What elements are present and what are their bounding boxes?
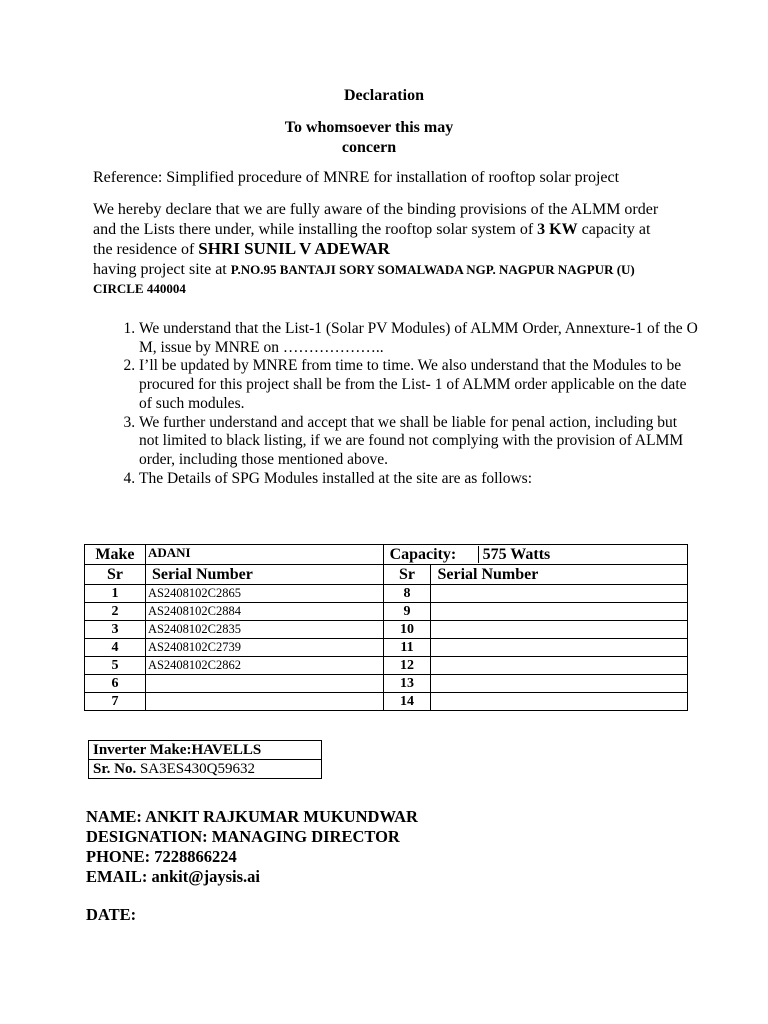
modules-table xyxy=(84,544,688,711)
make-value: ADANI xyxy=(145,545,383,565)
system-capacity: 3 KW xyxy=(537,220,578,238)
intro-text-1: We hereby declare that we are fully aware of the binding provisions of the ALMM order and the Lists there under, while installing the rooftop solar system of xyxy=(93,201,659,238)
intro-paragraph xyxy=(93,200,668,299)
row-sr: 3 xyxy=(85,621,146,639)
intro-text-2: capacity at the residence of xyxy=(93,220,651,258)
contact-block xyxy=(86,807,418,887)
project-address: P.NO.95 BANTAJI SORY SOMALWADA NGP. NAGPUR NAGPUR (U) CIRCLE 440004 xyxy=(93,261,635,296)
row-serial: AS2408102C2865 xyxy=(145,585,383,603)
column-header-row xyxy=(85,565,688,585)
table-row xyxy=(85,585,688,603)
declaration-point: 1. We understand that the List-1 (Solar PV Modules) of ALMM Order, Annexture-1 of the O M, issue by MNRE on ……………….. xyxy=(139,320,699,357)
row-serial xyxy=(431,675,688,693)
row-sr: 5 xyxy=(85,657,146,675)
inverter-serial-row xyxy=(89,760,322,779)
row-sr: 6 xyxy=(85,675,146,693)
inverter-make-row xyxy=(89,741,322,760)
serial-header: Serial Number xyxy=(431,565,688,585)
row-sr: 12 xyxy=(383,657,431,675)
row-serial xyxy=(431,603,688,621)
inverter-make-label: Inverter Make: xyxy=(93,742,192,758)
module-rows xyxy=(85,585,688,711)
subtitle-line-1: To whomsoever this may xyxy=(284,119,454,136)
row-serial xyxy=(145,675,383,693)
capacity-cell xyxy=(383,545,687,565)
declaration-point: 3. We further understand and accept that we shall be liable for penal action, including but not limited to black listing, if we are found not complying with the provision of ALMM order, including those mentioned above. xyxy=(139,414,699,470)
row-sr: 8 xyxy=(383,585,431,603)
table-row xyxy=(85,675,688,693)
row-sr: 1 xyxy=(85,585,146,603)
reference-line: Reference: Simplified procedure of MNRE for installation of rooftop solar project xyxy=(93,169,620,186)
sr-header: Sr xyxy=(383,565,431,585)
serial-header: Serial Number xyxy=(145,565,383,585)
table-row xyxy=(85,603,688,621)
row-serial: AS2408102C2739 xyxy=(145,639,383,657)
contact-designation: DESIGNATION: MANAGING DIRECTOR xyxy=(86,827,400,846)
declaration-point: 2. I’ll be updated by MNRE from time to time. We also understand that the Modules to be procured for this project shall be from the List- 1 of ALMM order applicable on the date of such modules. xyxy=(139,357,699,413)
make-label: Make xyxy=(85,545,146,565)
row-serial: AS2408102C2884 xyxy=(145,603,383,621)
row-serial xyxy=(431,693,688,711)
subtitle-line-2: concern xyxy=(341,139,397,156)
row-sr: 10 xyxy=(383,621,431,639)
table-row xyxy=(85,693,688,711)
row-sr: 11 xyxy=(383,639,431,657)
inverter-make-value: HAVELLS xyxy=(191,742,262,758)
document-subtitle xyxy=(284,118,454,158)
row-serial xyxy=(431,621,688,639)
contact-name: NAME: ANKIT RAJKUMAR MUKUNDWAR xyxy=(86,807,418,826)
contact-phone: PHONE: 7228866224 xyxy=(86,847,237,866)
declaration-point: 4. The Details of SPG Modules installed at the site are as follows: xyxy=(139,470,699,489)
sr-header: Sr xyxy=(85,565,146,585)
row-serial xyxy=(431,585,688,603)
table-row xyxy=(85,621,688,639)
row-sr: 4 xyxy=(85,639,146,657)
row-sr: 13 xyxy=(383,675,431,693)
row-serial xyxy=(145,693,383,711)
row-serial: AS2408102C2862 xyxy=(145,657,383,675)
intro-text-3: having project site at xyxy=(93,260,231,278)
row-sr: 9 xyxy=(383,603,431,621)
row-serial xyxy=(431,657,688,675)
row-sr: 7 xyxy=(85,693,146,711)
document-title: Declaration xyxy=(344,87,424,104)
make-row xyxy=(85,545,688,565)
contact-email-label: EMAIL: xyxy=(86,867,152,886)
row-serial: AS2408102C2835 xyxy=(145,621,383,639)
table-row xyxy=(85,639,688,657)
contact-email-line xyxy=(86,867,418,887)
table-row xyxy=(85,657,688,675)
inverter-sr-label: Sr. No. xyxy=(93,761,137,777)
inverter-sr-value: SA3ES430Q59632 xyxy=(139,761,255,777)
capacity-value: 575 Watts xyxy=(482,546,551,563)
row-sr: 14 xyxy=(383,693,431,711)
row-sr: 2 xyxy=(85,603,146,621)
date-label: DATE: xyxy=(86,905,137,924)
declaration-points xyxy=(92,320,699,488)
row-serial xyxy=(431,639,688,657)
inverter-table xyxy=(88,740,322,779)
contact-email: ankit@jaysis.ai xyxy=(151,867,260,886)
capacity-label: Capacity: xyxy=(384,546,479,563)
customer-name: SHRI SUNIL V ADEWAR xyxy=(198,239,390,258)
